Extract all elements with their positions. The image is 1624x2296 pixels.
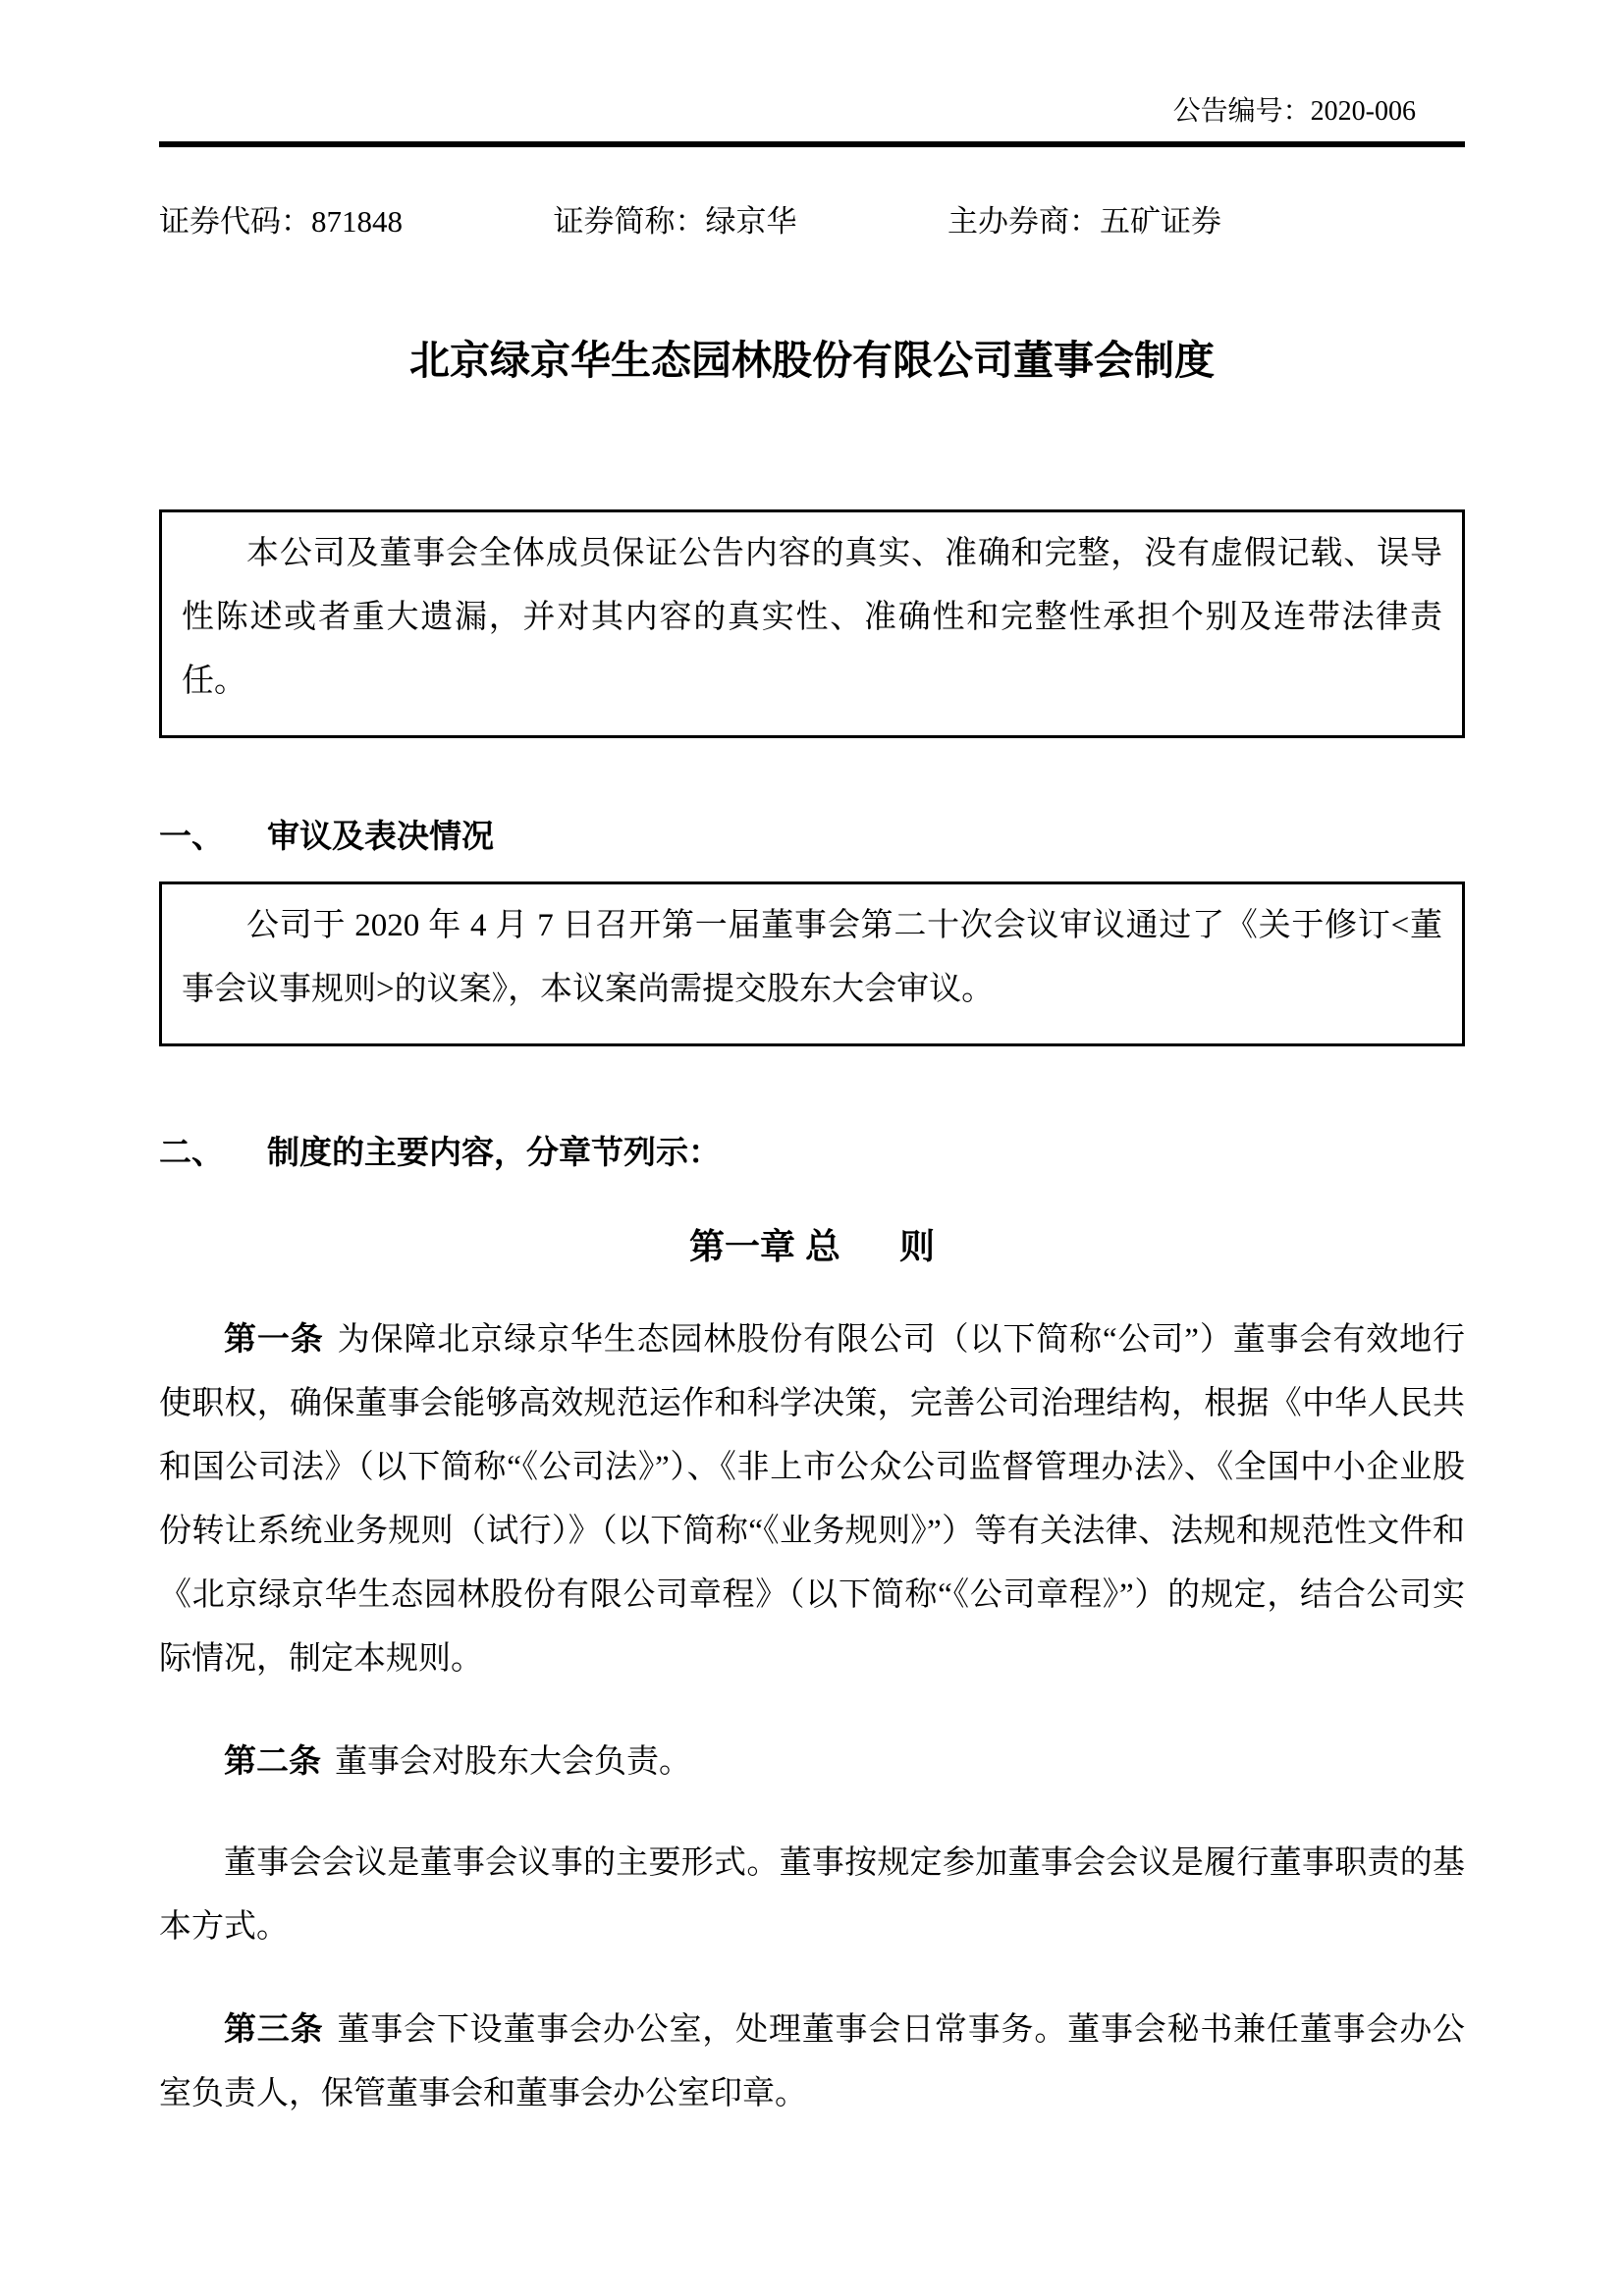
article-2-paragraph: [159, 1729, 1465, 1794]
article-1-label: 第一条: [224, 1320, 324, 1357]
section-1-title: 审议及表决情况: [267, 818, 494, 854]
article-2-text: 董事会对股东大会负责。: [335, 1744, 691, 1780]
section-2-title: 制度的主要内容，分章节列示：: [267, 1134, 721, 1170]
chapter-1-title: 第一章 总 则: [688, 1226, 935, 1266]
resolution-text: 公司于 2020 年 4 月 7 日召开第一届董事会第二十次会议审议通过了《关于修订<董事会议事规则>的议案》，本议案尚需提交股东大会审议。: [182, 908, 1442, 1007]
section-2-number: 二、: [159, 1134, 224, 1170]
sponsor-broker: 主办券商：五矿证券: [947, 204, 1221, 239]
announcement-number: 公告编号：2020-006: [1172, 96, 1416, 127]
article-1-paragraph: [159, 1307, 1465, 1691]
header-rule: [159, 141, 1465, 147]
article-2-continuation-text: 董事会会议是董事会议事的主要形式。董事按规定参加董事会会议是履行董事职责的基本方式。: [159, 1845, 1465, 1945]
article-3-text: 董事会下设董事会办公室，处理董事会日常事务。董事会秘书兼任董事会办公室负责人，保管董事会和董事会办公室印章。: [159, 2012, 1466, 2111]
section-1-number: 一、: [159, 818, 224, 854]
stock-code: 证券代码：871848: [159, 204, 403, 239]
disclaimer-box: [159, 509, 1465, 738]
section-1-heading: [159, 817, 1465, 856]
resolution-box: [159, 881, 1465, 1046]
article-2-label: 第二条: [224, 1742, 321, 1779]
article-3-paragraph: [159, 1997, 1465, 2126]
disclaimer-text: 本公司及董事会全体成员保证公告内容的真实、准确和完整，没有虚假记载、误导性陈述或者重大遗漏，并对其内容的真实性、准确性和完整性承担个别及连带法律责任。: [182, 536, 1442, 699]
document-title: 北京绿京华生态园林股份有限公司董事会制度: [409, 338, 1215, 383]
article-2-continuation-paragraph: [159, 1832, 1465, 1959]
article-1-text: 为保障北京绿京华生态园林股份有限公司（以下简称“公司”）董事会有效地行使职权，确保董事会能够高效规范运作和科学决策，完善公司治理结构，根据《中华人民共和国公司法》（以下简称“《公司法》”）、《非上市公众公司监督管理办法》、《全国中小企业股份转让系统业务规则（试行）》（以下简称“《业务规则》”）等有关法律、法规和规范性文件和《北京绿京华生态园林股份有限公司章程》（以下简称“《公司章程》”）的规定，结合公司实际情况，制定本规则。: [159, 1322, 1466, 1677]
securities-info-row: [159, 204, 1465, 240]
section-2-heading: [159, 1133, 1465, 1172]
article-3-label: 第三条: [224, 2010, 324, 2047]
stock-abbr: 证券简称：绿京华: [553, 204, 797, 239]
